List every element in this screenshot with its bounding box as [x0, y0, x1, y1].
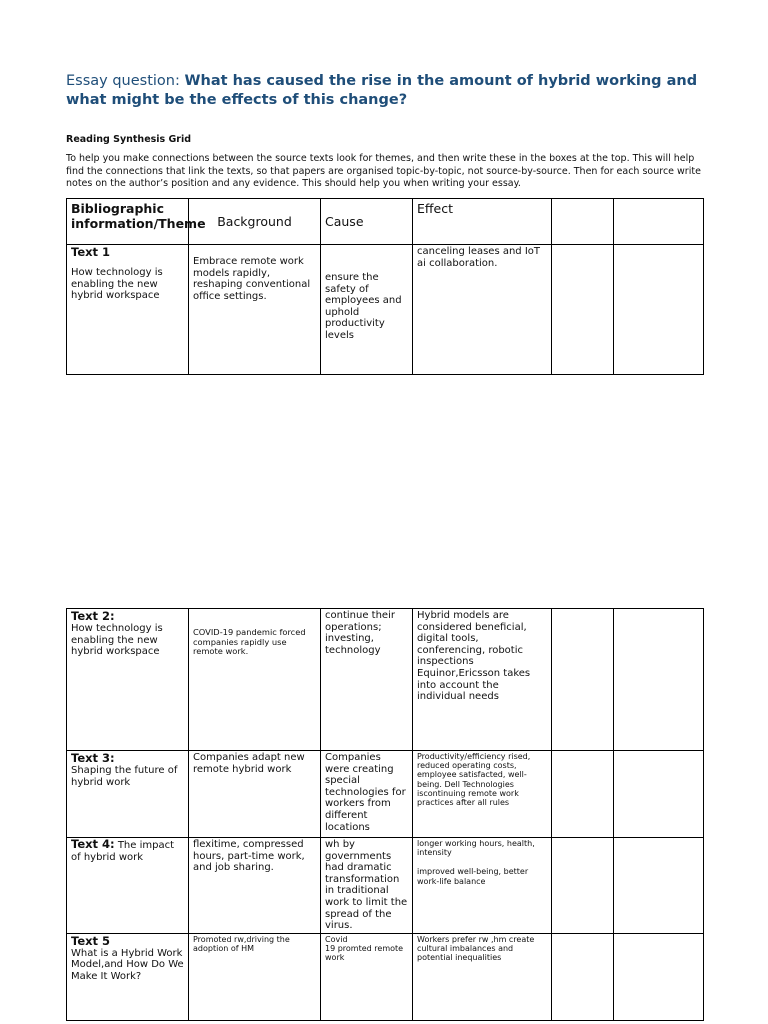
row1-cause-text: ensure the safety of employees and uphold productivity levels: [325, 272, 402, 341]
header-background: Background: [189, 199, 321, 245]
row5-cause-b: 19 promted remote work: [325, 943, 404, 963]
row1-background: [189, 245, 321, 375]
header-cause: Cause: [321, 199, 413, 245]
row3-background: Companies adapt new remote hybrid work: [189, 751, 321, 838]
row4-blank-2: [614, 838, 704, 934]
row1-effect: canceling leases and IoT ai collaboration.: [413, 245, 552, 375]
row5-blank-1: [552, 933, 614, 1020]
row1-blank-1: [552, 245, 614, 375]
row2-bibliographic: [67, 609, 189, 751]
row4-effect-a: longer working hours, health, intensity: [417, 839, 535, 858]
row2-cause: continue their operations; investing, technology: [321, 609, 413, 751]
table-row: [67, 838, 704, 934]
row1-blank-2: [614, 245, 704, 375]
header-effect-label: Effect: [417, 201, 453, 216]
row2-effect: Hybrid models are considered beneficial, digital tools, conferencing, robotic inspections Equinor,Ericsson takes into account the individual needs: [413, 609, 552, 751]
header-bibliographic: Bibliographic information/Theme: [67, 199, 189, 245]
table-row: [67, 933, 704, 1020]
row5-background: Promoted rw,driving the adoption of HM: [189, 933, 321, 1020]
row2-blank-1: [552, 609, 614, 751]
row5-blank-2: [614, 933, 704, 1020]
essay-question: [66, 72, 716, 110]
table-row: [67, 609, 704, 751]
row3-cause: Companies were creating special technologies for workers from different locations: [321, 751, 413, 838]
grid-heading: Reading Synthesis Grid: [66, 134, 192, 145]
row4-effect-b: improved well-being, better work-life balance: [417, 867, 529, 886]
synthesis-grid-bottom: [66, 608, 704, 1021]
row3-label: Text 3:: [71, 751, 115, 765]
header-blank-2: [614, 199, 704, 245]
row5-label: Text 5: [71, 933, 111, 948]
row3-effect: Productivity/efficiency rised, reduced operating costs, employee satisfacted, well-being. Dell Technologies iscontinuing remote work practices after all rules: [413, 751, 552, 838]
row4-title: The impact of hybrid work: [71, 840, 175, 863]
row1-cause: [321, 245, 413, 375]
row3-bibliographic: [67, 751, 189, 838]
row4-cause: wh by governments had dramatic transformation in traditional work to limit the spread of the virus.: [321, 838, 413, 934]
essay-question-text: What has caused the rise in the amount of hybrid working and what might be the effects of this change?: [66, 73, 698, 108]
row5-title: What is a Hybrid Work Model,and How Do We Make It Work?: [71, 947, 184, 982]
row2-title: How technology is enabling the new hybrid workspace: [71, 623, 163, 657]
essay-question-label: Essay question:: [66, 73, 185, 89]
row1-title: How technology is enabling the new hybrid workspace: [71, 267, 163, 301]
row3-blank-1: [552, 751, 614, 838]
row1-background-text: Embrace remote work models rapidly, reshaping conventional office settings.: [193, 256, 311, 302]
row2-background-text: COVID-19 pandemic forced companies rapidly use remote work.: [193, 627, 306, 657]
table-row: [67, 245, 704, 375]
row5-bibliographic: [67, 933, 189, 1020]
row4-blank-1: [552, 838, 614, 934]
row2-blank-2: [614, 609, 704, 751]
table-row: [67, 751, 704, 838]
row5-effect: Workers prefer rw ,hm create cultural imbalances and potential inequalities: [413, 933, 552, 1020]
row3-blank-2: [614, 751, 704, 838]
header-effect: [413, 199, 552, 245]
row5-cause-a: Covid: [325, 934, 348, 944]
row4-bibliographic: [67, 838, 189, 934]
row2-label: Text 2:: [71, 609, 115, 623]
row1-label: Text 1: [71, 245, 111, 259]
row1-bibliographic: [67, 245, 189, 375]
header-row: [67, 199, 704, 245]
row3-title: Shaping the future of hybrid work: [71, 765, 178, 788]
header-blank-1: [552, 199, 614, 245]
synthesis-grid-top: [66, 198, 704, 375]
row4-background: flexitime, compressed hours, part-time work, and job sharing.: [189, 838, 321, 934]
instructions: To help you make connections between the source texts look for themes, and then write these in the boxes at the top. This will help find the connections that link the texts, so that papers are organised topic-by-topic, not source-by-source. Then for each source write notes on the author’s position and any evidence. This should help you when writing your essay.: [66, 153, 701, 190]
row4-effect: [413, 838, 552, 934]
row2-background: [189, 609, 321, 751]
row4-label: Text 4:: [71, 837, 115, 851]
row5-cause: [321, 933, 413, 1020]
